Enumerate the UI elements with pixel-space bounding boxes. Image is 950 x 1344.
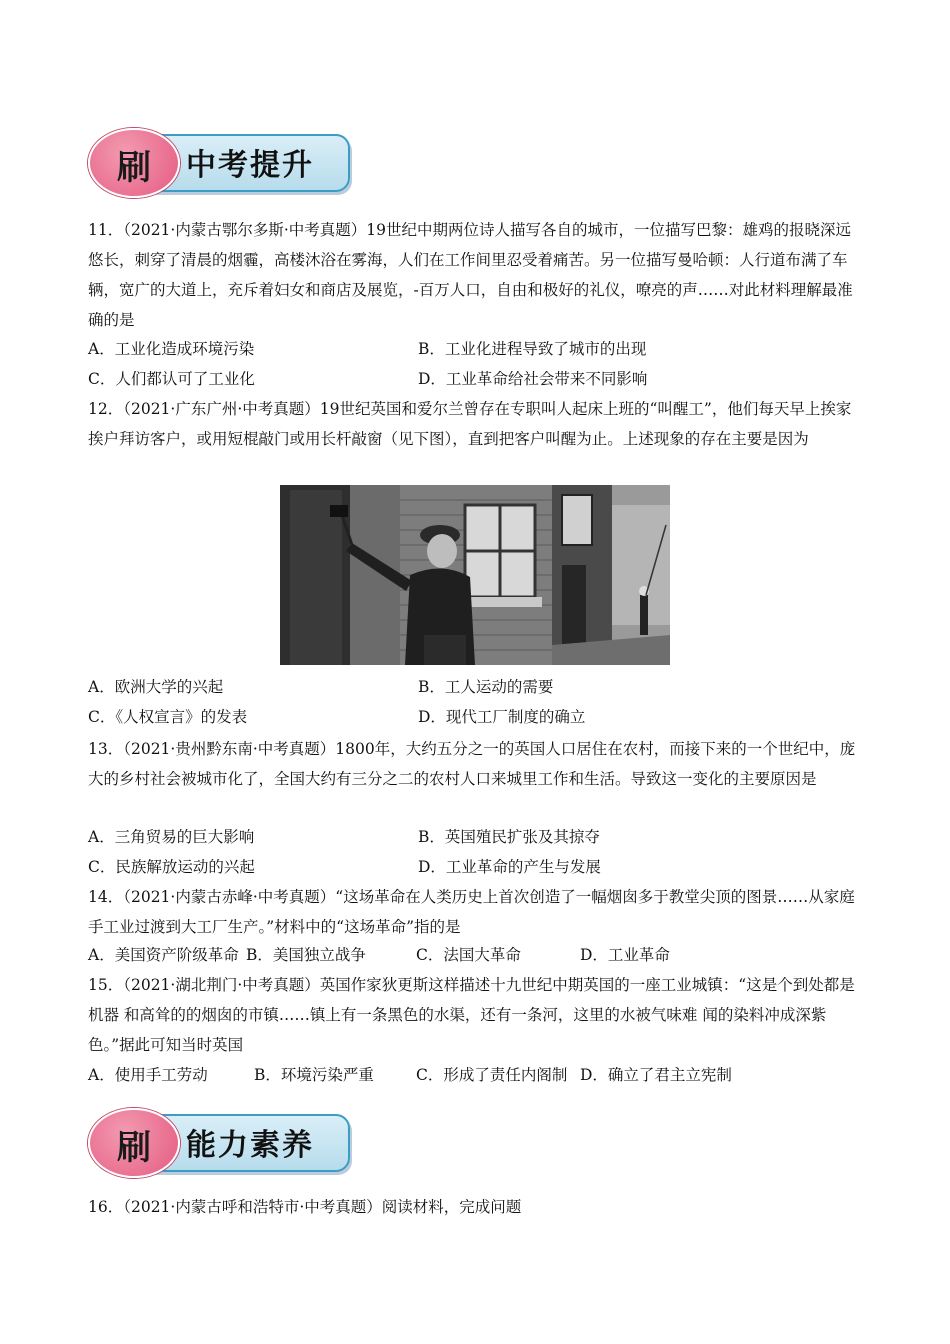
option-b[interactable]: B．工人运动的需要 bbox=[418, 678, 554, 696]
question-12-options-row2 bbox=[88, 702, 858, 732]
banner-label: 中考提升 bbox=[186, 148, 314, 183]
question-15-stem: 15．（2021·湖北荆门·中考真题）英国作家狄更斯这样描述十九世纪中期英国的一座工业城镇：“这是个到处都是机器 和高耸的的烟囱的市镇……镇上有一条黑色的水渠，还有一条河，这里的水被气味难 闻的染料冲成深紫色。”据此可知当时英国 bbox=[88, 976, 855, 1054]
question-14-stem: 14．（2021·内蒙古赤峰·中考真题）“这场革命在人类历史上首次创造了一幅烟囱多于教堂尖顶的图景……从家庭手工业过渡到大工厂生产。”材料中的“这场革命”指的是 bbox=[88, 888, 855, 936]
knocker-up-photo bbox=[280, 485, 670, 665]
option-a[interactable]: A．欧洲大学的兴起 bbox=[88, 678, 224, 696]
question-13-options-row2 bbox=[88, 852, 858, 882]
option-c[interactable]: C．形成了责任内阁制 bbox=[416, 1066, 568, 1084]
question-13-options-row1 bbox=[88, 822, 858, 852]
banner-badge-text: 刷 bbox=[117, 1128, 151, 1168]
question-11-options-row1 bbox=[88, 334, 858, 364]
question-12-options-row1 bbox=[88, 672, 858, 702]
knocker-up-photo-drawing bbox=[280, 485, 670, 665]
option-a[interactable]: A．美国资产阶级革命 bbox=[88, 946, 239, 964]
section-banner-zhongkao bbox=[88, 128, 350, 194]
question-15-options-row bbox=[88, 1060, 858, 1090]
question-16-stem: 16．（2021·内蒙古呼和浩特市·中考真题）阅读材料，完成问题 bbox=[88, 1198, 522, 1216]
option-d[interactable]: D．确立了君主立宪制 bbox=[580, 1066, 732, 1084]
option-d[interactable]: D．工业革命 bbox=[580, 946, 670, 964]
banner-badge-text: 刷 bbox=[117, 148, 151, 188]
question-11-options-row2 bbox=[88, 364, 858, 394]
option-b[interactable]: B．环境污染严重 bbox=[254, 1066, 374, 1084]
question-13-stem: 13．（2021·贵州黔东南·中考真题）1800年，大约五分之一的英国人口居住在农村，而接下来的一个世纪中，庞大的乡村社会被城市化了，全国大约有三分之二的农村人口来城里工作和生活。导致这一变化的主要原因是 bbox=[88, 740, 856, 788]
option-c[interactable]: C．民族解放运动的兴起 bbox=[88, 858, 255, 876]
question-11-stem: 11．（2021·内蒙古鄂尔多斯·中考真题）19世纪中期两位诗人描写各自的城市，一位描写巴黎：雄鸡的报晓深远悠长，刺穿了清晨的烟霾，高楼沐浴在雾海，人们在工作间里忍受着痛苦。另一位描写曼哈顿：人行道布满了车辆，宽广的大道上，充斥着妇女和商店及展览，-百万人口，自由和极好的礼仪，嘹亮的声……对此材料理解最准确的是 bbox=[88, 221, 853, 329]
banner-badge bbox=[88, 128, 180, 198]
question-12-stem: 12．（2021·广东广州·中考真题）19世纪英国和爱尔兰曾存在专职叫人起床上班的“叫醒工”，他们每天早上挨家挨户拜访客户，或用短棍敲门或用长杆敲窗（见下图），直到把客户叫醒为止。上述现象的存在主要是因为 bbox=[88, 400, 852, 448]
option-c[interactable]: C．《人权宣言》的发表 bbox=[88, 708, 248, 726]
option-d[interactable]: D．工业革命给社会带来不同影响 bbox=[418, 370, 648, 388]
option-a[interactable]: A．使用手工劳动 bbox=[88, 1066, 208, 1084]
banner-label: 能力素养 bbox=[186, 1128, 314, 1163]
option-b[interactable]: B．工业化进程导致了城市的出现 bbox=[418, 340, 647, 358]
banner-badge bbox=[88, 1108, 180, 1178]
option-a[interactable]: A．三角贸易的巨大影响 bbox=[88, 828, 255, 846]
option-c[interactable]: C．法国大革命 bbox=[416, 946, 521, 964]
option-b[interactable]: B．英国殖民扩张及其掠夺 bbox=[418, 828, 600, 846]
option-b[interactable]: B．美国独立战争 bbox=[246, 946, 366, 964]
section-banner-nengli bbox=[88, 1108, 350, 1174]
question-14-options-row bbox=[88, 940, 858, 970]
option-d[interactable]: D．现代工厂制度的确立 bbox=[418, 708, 586, 726]
option-c[interactable]: C．人们都认可了工业化 bbox=[88, 370, 255, 388]
option-d[interactable]: D．工业革命的产生与发展 bbox=[418, 858, 601, 876]
option-a[interactable]: A．工业化造成环境污染 bbox=[88, 340, 255, 358]
